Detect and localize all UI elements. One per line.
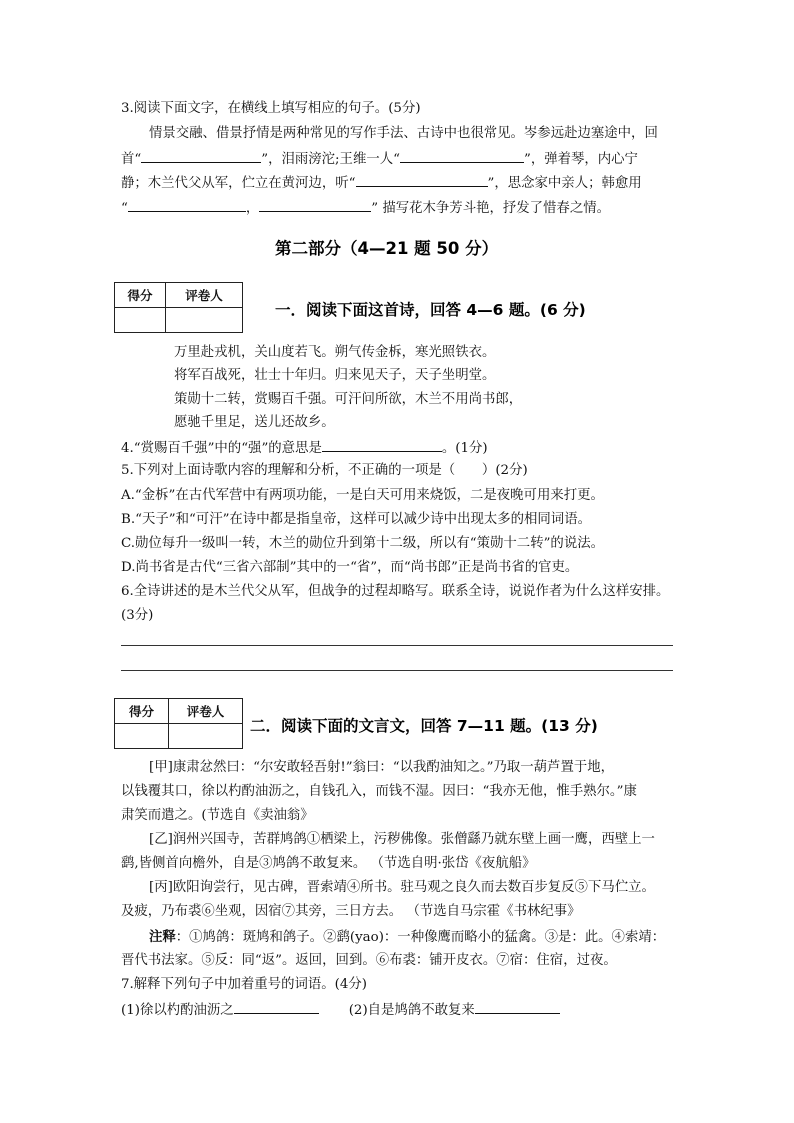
q4-text: 4.“赏赐百千强”中的“强”的意思是	[121, 441, 322, 456]
q3-text: 首“	[121, 152, 142, 167]
part2-title: 第二部分（4—21 题 50 分）	[275, 239, 499, 258]
section-1-title: 一．阅读下面这首诗，回答 4—6 题。(6 分)	[275, 301, 586, 319]
score-table-1	[114, 282, 243, 333]
answer-line[interactable]	[121, 670, 673, 671]
q6: 6.全诗讲述的是木兰代父从军，但战争的过程却略写。联系全诗，说说作者为什么这样安排。	[121, 584, 670, 599]
score-cell[interactable]	[115, 724, 169, 749]
option-c: C.勋位每升一级叫一转，木兰的勋位升到第十二级，所以有“策勋十二转”的说法。	[121, 536, 604, 551]
q3-line-2	[121, 148, 638, 170]
passage-bing-line: [丙]欧阳询尝行，见古碑，晋索靖④所书。驻马观之良久而去数百步复反⑤下马伫立。	[149, 880, 655, 895]
option-a: A.“金柝”在古代军营中有两项功能，一是白天可用来烧饭，二是夜晚可用来打更。	[121, 488, 604, 503]
q3-line-4	[121, 197, 610, 219]
q4	[121, 437, 488, 459]
answer-blank[interactable]	[128, 197, 246, 212]
answer-blank[interactable]	[400, 148, 524, 163]
passage-bing-line: 及疲，乃布裘⑥坐观，因宿⑦其旁，三日方去。 （节选自马宗霍《书林纪事》	[121, 904, 581, 919]
passage-yi-line: 鹞,皆侧首向檐外，自是③鸠鸽不敢复来。 （节选自明·张岱《夜航船》	[121, 856, 536, 871]
score-header: 得分	[115, 283, 166, 308]
passage-jia-line: [甲]康肃忿然曰：“尔安敢轻吾射!”翁曰：“以我酌油知之。”乃取一葫芦置于地，	[149, 760, 615, 775]
score-table-2	[114, 698, 243, 749]
answer-blank[interactable]	[259, 197, 371, 212]
q7-item-1: (1)徐以杓酌油沥之	[121, 1003, 234, 1018]
notes-label: 注释	[149, 929, 176, 945]
q4-text: 。(1分)	[441, 441, 488, 456]
q3-line-1: 情景交融、借景抒情是两种常见的写作手法、古诗中也很常见。岑参远赴边塞途中，回	[149, 126, 658, 141]
q3-line-3	[121, 172, 642, 194]
answer-blank[interactable]	[234, 999, 319, 1014]
notes-line: 晋代书法家。⑤反：同“返”。返回，回到。⑥布裘：铺开皮衣。⑦宿：住宿，过夜。	[121, 953, 617, 968]
grader-header: 评卷人	[166, 283, 243, 308]
option-d: D.尚书省是古代“三省六部制”其中的一“省”，而“尚书郎”正是尚书省的官吏。	[121, 560, 579, 575]
answer-blank[interactable]	[356, 172, 488, 187]
poem-line: 万里赴戎机，关山度若飞。朔气传金柝，寒光照铁衣。	[174, 345, 496, 360]
q5: 5.下列对上面诗歌内容的理解和分析，不正确的一项是（ ）(2分)	[121, 463, 528, 478]
q3-text: 静；木兰代父从军，伫立在黄河边，听“	[121, 176, 356, 191]
answer-blank[interactable]	[475, 999, 560, 1014]
poem-line: 将军百战死，壮士十年归。归来见天子，天子坐明堂。	[174, 368, 496, 383]
q7-item-2: (2)自是鸠鸽不敢复来	[348, 1003, 475, 1018]
q6-points: (3分)	[121, 608, 154, 623]
answer-line[interactable]	[121, 645, 673, 646]
passage-jia-line: 肃笑而遣之。(节选自《卖油翁》	[121, 808, 314, 823]
answer-blank[interactable]	[322, 437, 442, 452]
q3-text: ”，思念家中亲人；韩愈用	[487, 176, 642, 191]
q7: 7.解释下列句子中加着重号的词语。(4分)	[121, 977, 367, 992]
passage-jia-line: 以钱覆其口，徐以杓酌油沥之，自钱孔入，而钱不湿。因曰：“我亦无他，惟手熟尔。”康	[121, 784, 637, 799]
notes-text: ：①鸠鸽：斑鸠和鸽子。②鹞(yao)：一种像鹰而略小的猛禽。③是：此。④索靖：	[175, 930, 666, 945]
section-2-title: 二．阅读下面的文言文，回答 7—11 题。(13 分)	[250, 717, 598, 735]
q3-text: ”，泪雨滂沱;王维一人“	[261, 152, 400, 167]
poem-line: 策勋十二转，赏赐百千强。可汗问所欲，木兰不用尚书郎，	[174, 392, 523, 407]
q3-text: ，	[245, 201, 260, 216]
passage-yi-line: [乙]润州兴国寺，苦群鸠鸽①栖梁上，污秽佛像。张僧繇乃就东壁上画一鹰，西壁上一	[149, 832, 655, 847]
option-b: B.“天子”和“可汗”在诗中都是指皇帝，这样可以减少诗中出现太多的相同词语。	[121, 512, 591, 527]
q3-text: ”，弹着琴，内心宁	[523, 152, 638, 167]
q7-subitems	[121, 999, 560, 1021]
notes-line	[149, 927, 665, 948]
score-cell[interactable]	[115, 308, 166, 333]
q3-heading: 3.阅读下面文字，在横线上填写相应的句子。(5分)	[121, 101, 421, 116]
grader-cell[interactable]	[166, 308, 243, 333]
q3-text: ” 描写花木争芳斗艳，抒发了惜春之情。	[371, 201, 610, 216]
answer-blank[interactable]	[141, 148, 261, 163]
poem-line: 愿驰千里足，送儿还故乡。	[174, 415, 335, 430]
grader-header: 评卷人	[169, 699, 243, 724]
grader-cell[interactable]	[169, 724, 243, 749]
score-header: 得分	[115, 699, 169, 724]
q3-text: “	[121, 201, 128, 216]
